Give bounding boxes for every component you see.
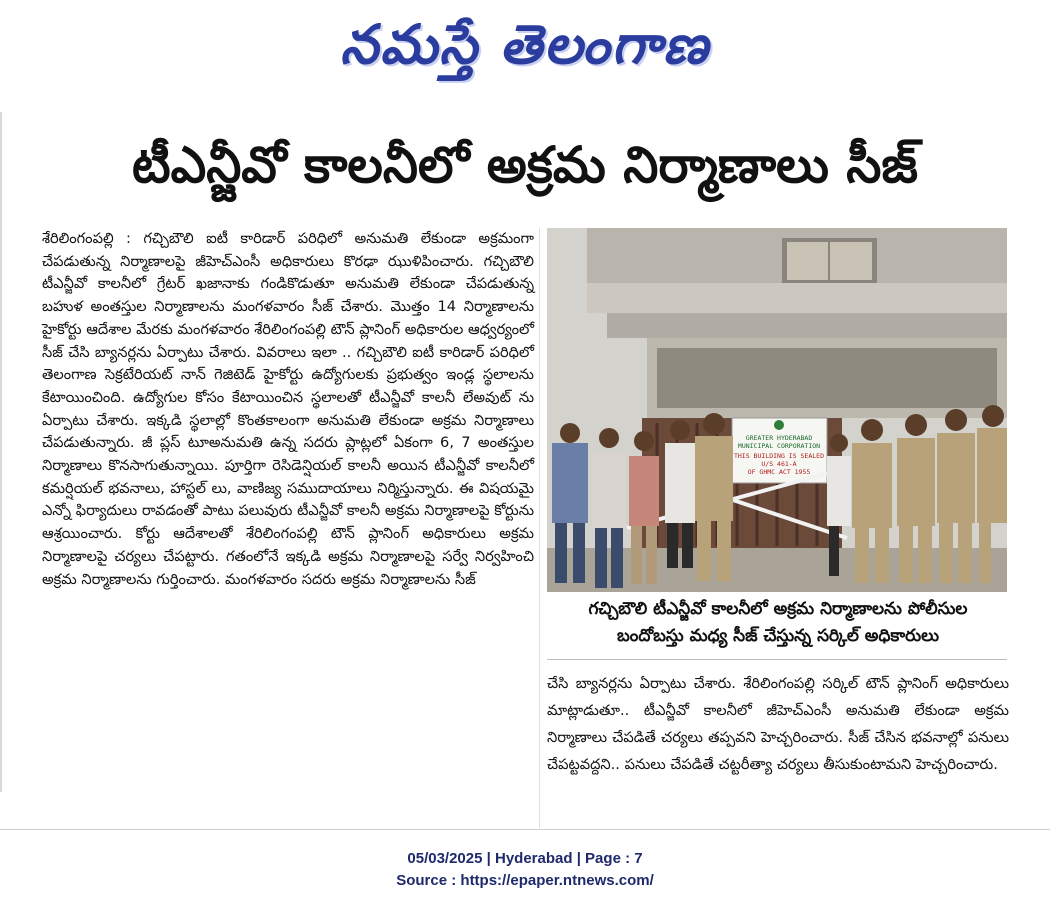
- banner-line-2: MUNICIPAL CORPORATION: [737, 442, 821, 450]
- column-divider: [539, 228, 540, 828]
- article-headline: టీఎన్జీవో కాలనీలో అక్రమ నిర్మాణాలు సీజ్: [132, 136, 918, 194]
- news-photo: [547, 228, 1007, 592]
- banner-line-1: GREATER HYDERABAD: [745, 434, 813, 442]
- body-right-text: చేసి బ్యానర్లను ఏర్పాటు చేశారు. శేరిలింగంపల్లి సర్కిల్ టౌన్ ప్లానింగ్ అధికారులు మాట్లాడుతూ.. టీఎన్జీవో కాలనీలో జీహెచ్ఎంసీ అనుమతి లేకుండా అక్రమ నిర్మాణాలు చేపడితే చర్యలు తప్పవని హెచ్చరించారు. సీజ్ చేసిన భవనాల్లో పనులు చేపట్టవద్దని.. పనులు చేపడితే చట్టరీత్యా చర్యలు తీసుకుంటామని హెచ్చరించారు.: [547, 675, 1009, 773]
- body-left-text: శేరిలింగంపల్లి : గచ్చిబౌలి ఐటీ కారిడార్ పరిధిలో అనుమతి లేకుండా అక్రమంగా చేపడుతున్న నిర్మాణాలపై జీహెచ్ఎంసీ అధికారులు కొరఢా ఝుళిపించారు. గచ్చిబౌలి టీఎన్జీవో కాలనీలో గ్రేటర్ ఖజానాకు గండికొడుతూ అనుమతి లేకుండా చేపడుతున్న బహుళ అంతస్తుల నిర్మాణాలను మంగళవారం సీజ్ చేశారు. మొత్తం 14 నిర్మాణాలను హైకోర్టు ఆదేశాల మేరకు మంగళవారం శేరిలింగంపల్లి టౌన్ ప్లానింగ్ అధికారుల ఆధ్వర్యంలో సీజ్ చేసి బ్యానర్లను ఏర్పాటు చేశారు. వివరాలు ఇలా .. గచ్చిబౌలి ఐటీ కారిడార్ పరిధిలో తెలంగాణ సెక్రటేరియట్ నాన్ గెజిటెడ్ హైకోర్టు ఉద్యోగులకు ప్రభుత్వం ఇండ్ల స్థలాలను కేటాయించింది. ఉద్యోగుల కోసం కేటాయించిన స్థలాలతో టీఎన్జీవో కాలనీ లేఅవుట్ ను ఏర్పాటు చేశారు. ఇక్కడి స్థలాల్లో కొంతకాలంగా అనుమతి లేకుండా అక్రమ నిర్మాణాలు చేపడుతున్నారు. జీ ప్లస్ టూఅనుమతి ఉన్న సదరు ప్లాట్లలో ఏకంగా 6, 7 అంతస్తుల నిర్మాణాలు కొనసాగుతున్నాయి. పూర్తిగా రెసిడెన్షియల్ కాలనీ అయిన టీఎన్జీవో కాలనీలో కమర్షియల్ భవనాలు, హాస్టల్ లు, వాణిజ్య సముదాయాలు నిర్మిస్తున్నారు. ఈ విషయమై ఎన్నో ఫిర్యాదులు రావడంతో పాటు పలువురు టీఎన్జీవో కాలనీ అక్రమ నిర్మాణాలపై కోర్టును ఆశ్రయించారు. కోర్టు ఆదేశాలతో శేరిలింగంపల్లి టౌన్ ప్లానింగ్ అధికారులు అక్రమ నిర్మాణాలపై చర్యలు చేపట్టారు. గతంలోనే ఇక్కడి అక్రమ నిర్మాణాలపై సర్వే నిర్వహించి అక్రమ నిర్మాణాలను గుర్తించారు. మంగళవారం సదరు అక్రమ నిర్మాణాలను సీజ్: [42, 230, 534, 588]
- banner-line-3: THIS BUILDING IS SEALED: [733, 452, 825, 460]
- masthead-logo: నమస్తే తెలంగాణ: [340, 12, 710, 76]
- banner-line-5: OF GHMC ACT 1955: [747, 468, 811, 476]
- page-edge-rule: [0, 112, 2, 792]
- photo-caption: గచ్చిబౌలి టీఎన్జీవో కాలనీలో అక్రమ నిర్మాణాలను పోలీసుల బందోబస్తు మధ్య సీజ్ చేస్తున్న సర్కిల్ అధికారులు: [588, 599, 968, 646]
- banner-line-4: U/S 461-A: [761, 460, 797, 468]
- caption-divider: [547, 659, 1007, 660]
- article-body-left: [42, 228, 534, 591]
- footer-source-line: Source : https://epaper.ntnews.com/: [396, 872, 654, 889]
- footer-date-line: 05/03/2025 | Hyderabad | Page : 7: [407, 850, 643, 867]
- footer-divider: [0, 829, 1050, 830]
- page-footer: [0, 848, 1050, 892]
- article-body-right: [547, 670, 1009, 778]
- photo-illustration: [547, 228, 1007, 592]
